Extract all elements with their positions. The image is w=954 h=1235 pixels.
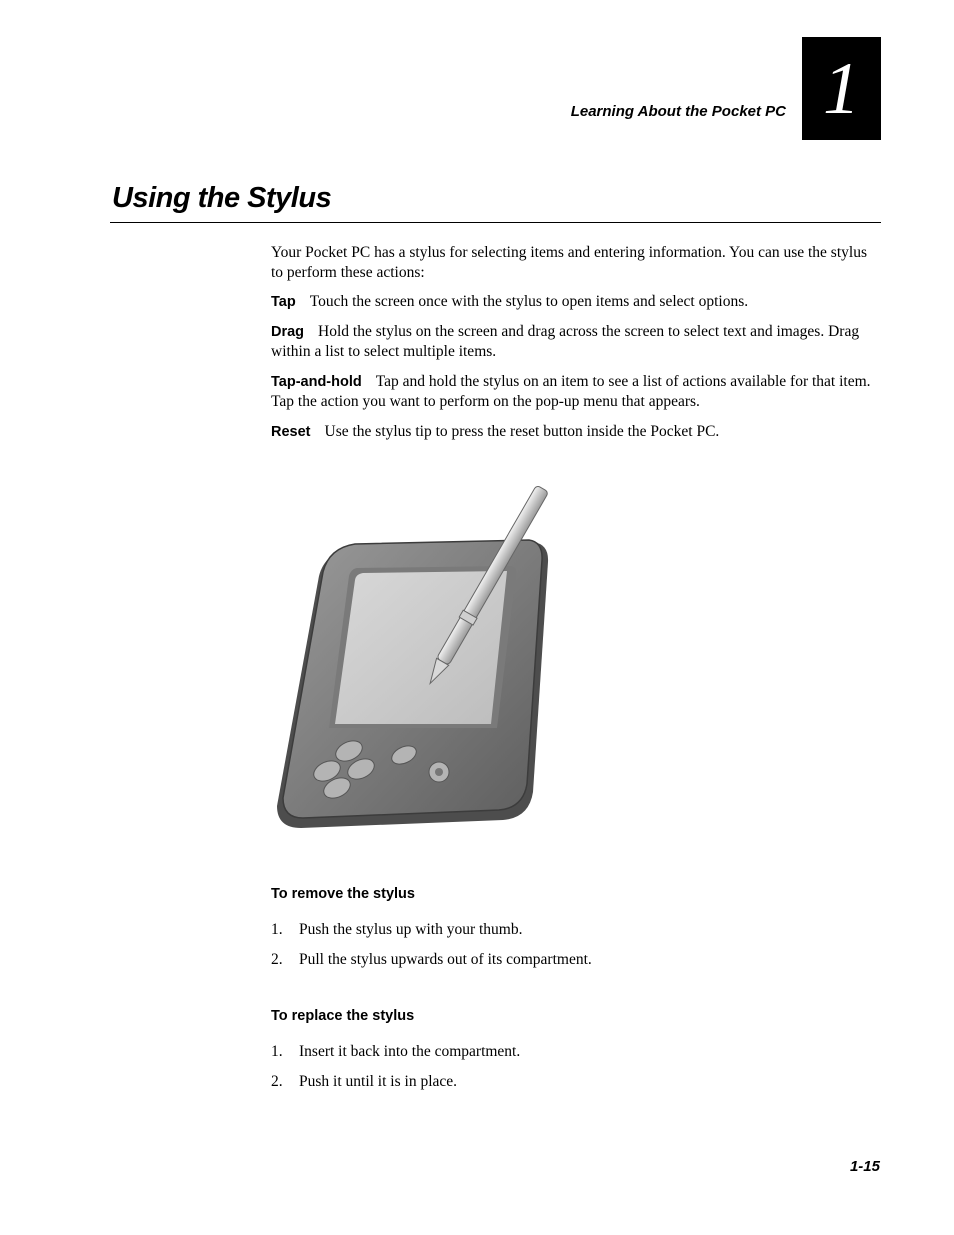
list-item [271,920,871,940]
action-term: Reset [271,424,311,440]
intro-paragraph: Your Pocket PC has a stylus for selecting items and entering information. You can use the stylus to perform these actions: [271,244,867,281]
chapter-number: 1 [823,47,860,130]
step-text: Push the stylus up with your thumb. [299,921,523,938]
action-term: Drag [271,324,305,340]
action-tap-and-hold [271,372,871,412]
action-term: Tap-and-hold [271,374,362,390]
pocket-pc-illustration [271,470,581,840]
action-description: Touch the screen once with the stylus to open items and select options. [309,293,749,310]
remove-stylus-heading: To remove the stylus [271,886,415,902]
step-text: Insert it back into the compartment. [299,1043,521,1060]
list-item [271,1042,871,1062]
page-number: 1-15 [849,1158,880,1175]
step-text: Push it until it is in place. [299,1073,458,1090]
section-title: Using the Stylus [112,182,332,214]
list-item [271,1072,871,1092]
step-number: 2. [271,951,283,968]
action-term: Tap [271,294,296,310]
action-reset [271,422,871,442]
step-number: 1. [271,921,283,938]
action-description: Use the stylus tip to press the reset button inside the Pocket PC. [324,423,720,440]
replace-stylus-heading: To replace the stylus [271,1008,415,1024]
list-item [271,950,871,970]
step-number: 1. [271,1043,283,1060]
running-header: Learning About the Pocket PC [570,103,786,120]
action-drag [271,322,871,362]
chapter-tab [802,37,881,140]
action-description: Hold the stylus on the screen and drag across the screen to select text and images. Drag within a list to select multiple items. [271,323,860,360]
action-tap [271,292,871,312]
step-text: Pull the stylus upwards out of its compartment. [299,951,592,968]
title-rule [110,222,881,223]
action-description: Tap and hold the stylus on an item to see a list of actions available for that item. Tap the action you want to perform on the pop-up menu that appears. [271,373,871,410]
step-number: 2. [271,1073,283,1090]
